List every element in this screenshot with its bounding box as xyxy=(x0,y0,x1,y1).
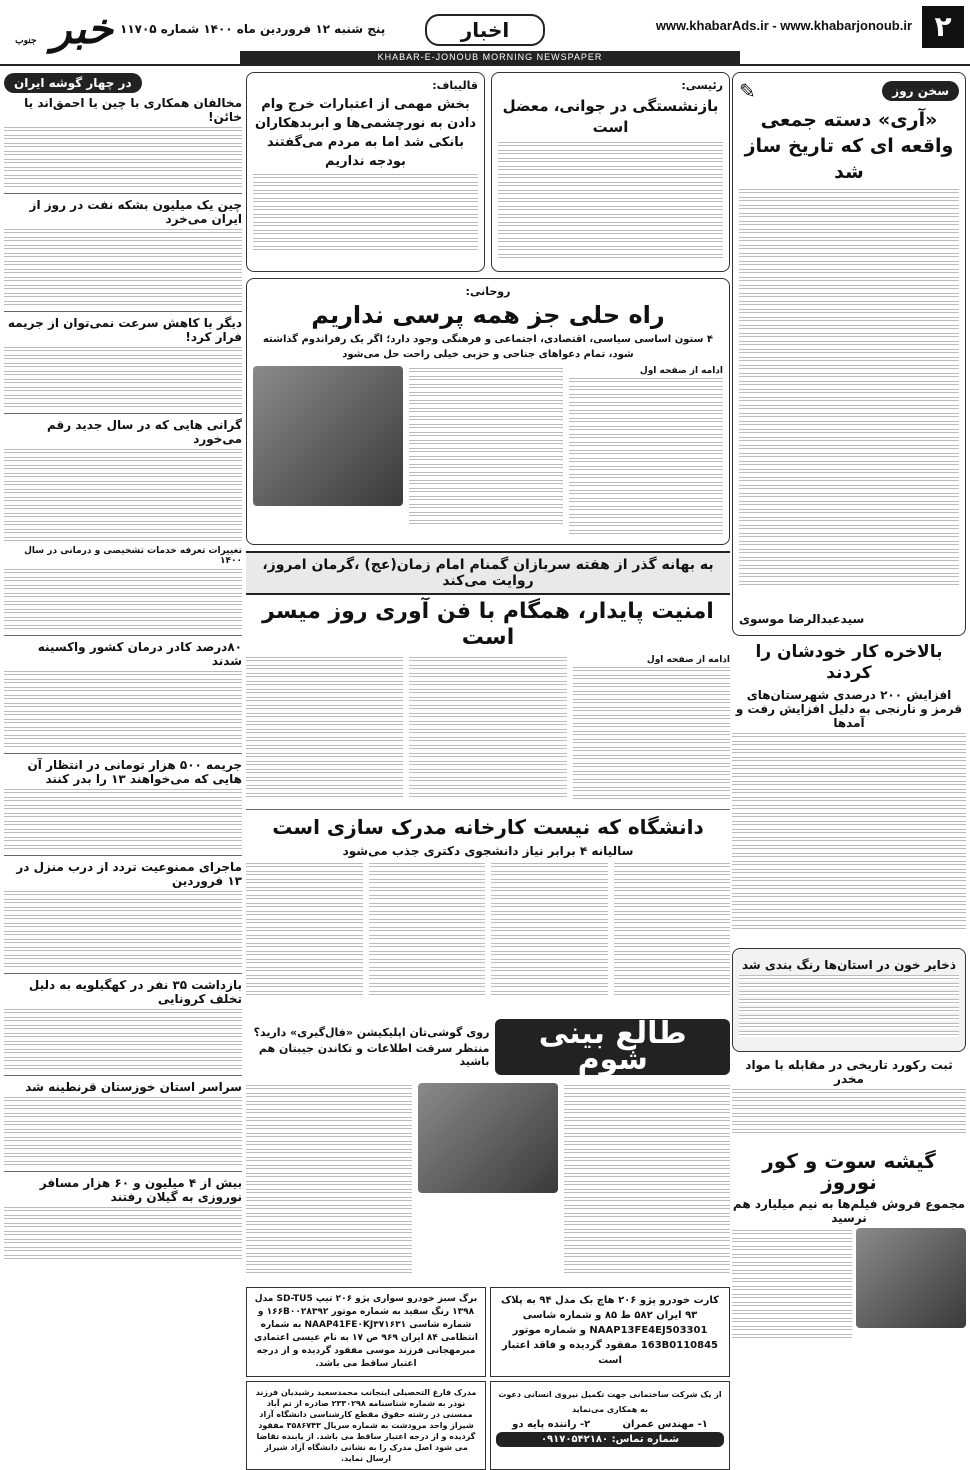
security-body xyxy=(246,655,730,805)
lead-continued: ادامه از صفحه اول xyxy=(639,366,723,376)
left-item-5 xyxy=(4,640,242,749)
strap-line: KHABAR-E-JONOUB MORNING NEWSPAPER xyxy=(240,51,740,64)
security-continued: ادامه از صفحه اول xyxy=(646,655,730,665)
raisi-title: بازنشستگی در جوانی، معضل است xyxy=(502,97,719,136)
left-item-2 xyxy=(4,198,242,307)
university-title: دانشگاه که نیست کارخانه مدرک سازی است xyxy=(272,815,704,839)
raisi-story xyxy=(491,72,730,272)
logo-sub: جنوب xyxy=(15,36,37,46)
lead-kicker: روحانی: xyxy=(465,285,511,298)
rouhani-photo xyxy=(253,366,403,506)
ad-hiring-item: ۱- مهندس عمران xyxy=(622,1419,708,1430)
left-item-4 xyxy=(4,418,242,631)
tariff-list-header: تغییرات تعرفه خدمات تشخیصی و درمانی در سال ۱۴۰۰ xyxy=(24,546,242,566)
story3-title: ذخایر خون در استان‌ها رنگ بندی شد xyxy=(742,958,956,972)
horoscope-title: طالع بینی شوم xyxy=(495,1019,730,1075)
masthead xyxy=(0,0,970,66)
regions-tag: در چهار گوشه ایران xyxy=(4,73,142,93)
newspaper-logo xyxy=(8,4,113,54)
story4-title: ثبت رکورد تاریخی در مقابله با مواد مخدر xyxy=(745,1058,953,1086)
page-number: ۲ xyxy=(922,6,964,48)
logo-text: خبر xyxy=(51,4,113,53)
ad-degree: مدرک فارغ التحصیلی اینجانب محمدسعید رشیدیان فرزند نوذر به شماره شناسنامه ۲۳۳۰۲۹۸ صادره از تم آباد ممسنی در رشته حقوق مقطع کارشناسی دانشگاه آزاد شیراز واحد مرودشت به شماره سریال ۳۵۸۶۷۴۳ مفقود گردیده و از درجه اعتبار ساقط می باشد. از یابنده تقاضا می شود اصل مدرک را به نشانی دانشگاه آزاد شیراز ارسال نماید. xyxy=(246,1381,486,1470)
laptop-photo xyxy=(418,1083,558,1193)
ghalibaf-kicker: قالیباف: xyxy=(432,79,478,92)
left-item-title: بیش از ۴ میلیون و ۶۰ هزار مسافر نوروزی به گیلان رفتند xyxy=(39,1176,242,1204)
story2-title: بالاخره کار خودشان را کردند xyxy=(755,642,943,683)
horoscope-body xyxy=(246,1083,730,1283)
security-banner: به بهانه گذر از هفته سربازان گمنام امام زمان(عج) ،گرمان امروز، روایت می‌کند xyxy=(246,551,730,595)
left-column xyxy=(4,72,242,1263)
ad-hiring xyxy=(490,1381,730,1470)
university-body xyxy=(246,861,730,1011)
security-title: امنیت پایدار، همگام با فن آوری روز میسر است xyxy=(262,599,714,650)
left-item-title: جریمه ۵۰۰ هزار تومانی در انتظار آن هایی که می‌خواهند ۱۳ را بدر کنند xyxy=(27,758,242,786)
horoscope-header xyxy=(246,1015,730,1079)
classified-ads-row-2 xyxy=(246,1381,730,1470)
middle-column xyxy=(246,72,730,1470)
pen-icon: ✎ xyxy=(739,79,756,103)
left-item-title: دیگر با کاهش سرعت نمی‌توان از جریمه فرار کرد! xyxy=(7,316,242,344)
blood-reserves-box xyxy=(732,948,966,1052)
left-item-title: چین یک میلیون بشکه نفت در روز از ایران می‌خرد xyxy=(29,198,242,226)
left-item-title: گرانی هایی که در سال جدید رقم می‌خورد xyxy=(47,418,242,446)
ad-green-card: برگ سبز خودرو سواری پژو ۲۰۶ تیپ SD-TU5 مدل ۱۳۹۸ رنگ سفید به شماره موتور ۱۶۶B۰۰۲۸۳۹۲ و شماره شاسی NAAP41FE۰KJ۳۷۱۶۳۱ به شماره انتظامی ۸۴ ایران ۹۶۹ ص ۱۷ به نام عیسی اعتمادی مبرمهجانی فرزند موسی مفقود گردیده و از درجه اعتبار ساقط می باشد. xyxy=(246,1287,486,1377)
editorial-box xyxy=(732,72,966,636)
left-item-title: مخالفان همکاری با چین یا احمق‌اند یا خائن! xyxy=(24,96,242,124)
classified-ads-row-1 xyxy=(246,1287,730,1377)
lead-subtitle: ۴ ستون اساسی سیاسی، اقتصادی، اجتماعی و فرهنگی وجود دارد؛ اگر یک رفراندوم گذاشته شود، تمام دعواهای جناحی و حزبی خیلی راحت حل می‌شود xyxy=(262,334,714,360)
left-item-7 xyxy=(4,860,242,969)
story2-subtitle: افزایش ۲۰۰ درصدی شهرستان‌های قرمز و نارنجی به دلیل افزایش رفت و آمدها xyxy=(735,688,963,730)
left-item-title: ماجرای ممنوعیت تردد از درب منزل در ۱۳ فروردین xyxy=(16,860,242,888)
website-url[interactable]: www.khabarAds.ir - www.khabarjonoub.ir xyxy=(655,18,912,33)
left-item-1 xyxy=(4,96,242,189)
section-title: اخبار xyxy=(425,14,545,46)
horoscope-subtitle: منتظر سرقت اطلاعات و تکاندن جیبتان هم باشید xyxy=(258,1042,490,1068)
left-item-title: ۸۰درصد کادر درمان کشور واکسینه شدند xyxy=(37,640,242,668)
ghalibaf-title: بخش مهمی از اعتبارات خرج وام دادن به نورچشمی‌ها و ابربدهکاران بانکی شد اما به مردم می‌گفتند بودجه نداریم xyxy=(254,97,477,169)
right-column xyxy=(732,72,966,1398)
story5-title: گیشه سوت و کور نوروز xyxy=(762,1149,936,1194)
left-item-3 xyxy=(4,316,242,409)
ad-hiring-title: از یک شرکت ساختمانی جهت تکمیل نیروی انسانی دعوت به همکاری می‌نماید xyxy=(498,1390,722,1414)
left-item-6 xyxy=(4,758,242,851)
cinema-photo xyxy=(856,1228,966,1328)
left-item-title: بازداشت ۳۵ نفر در کهگیلویه به دلیل تخلف کرونایی xyxy=(28,978,242,1006)
editorial-body xyxy=(739,189,959,609)
story5-subtitle: مجموع فروش فیلم‌ها به نیم میلیارد هم نرسید xyxy=(732,1197,966,1225)
ad-car-card: کارت خودرو پژو ۲۰۶ هاچ بک مدل ۹۴ به پلاک ۹۳ ایران ۵۸۲ ط ۸۵ و شماره شاسی NAAP13FE4EJ503301 و شماره موتور 163B0110845 مفقود گردیده و فاقد اعتبار است xyxy=(490,1287,730,1377)
raisi-kicker: رئیسی: xyxy=(681,79,723,92)
left-item-title: سراسر استان خوزستان قرنطینه شد xyxy=(25,1080,242,1094)
left-item-8 xyxy=(4,978,242,1071)
editorial-tag: سخن روز xyxy=(882,81,959,101)
left-item-9 xyxy=(4,1080,242,1167)
horoscope-label: روی گوشی‌تان اپلیکیشن «فال‌گیری» دارید؟ xyxy=(253,1026,490,1039)
ad-hiring-item: ۲- راننده پایه دو xyxy=(512,1419,591,1430)
ghalibaf-story xyxy=(246,72,485,272)
story-regions xyxy=(732,642,966,948)
ad-hiring-phone: شماره تماس: ۰۹۱۷۰۵۴۲۱۸۰ xyxy=(496,1432,724,1447)
university-subtitle: سالیانه ۴ برابر نیاز دانشجوی دکتری جذب می‌شود xyxy=(342,844,634,858)
left-item-10 xyxy=(4,1176,242,1261)
lead-title: راه حلی جز همه پرسی نداریم xyxy=(311,301,665,329)
editorial-author: سیدعبدالرضا موسوی xyxy=(739,612,865,626)
lead-story xyxy=(246,278,730,545)
editorial-title: «آری» دسته جمعی واقعه ای که تاریخ ساز شد xyxy=(744,109,954,183)
date-line: پنج شنبه ۱۲ فروردین ماه ۱۴۰۰ شماره ۱۱۷۰۵ xyxy=(120,22,386,36)
